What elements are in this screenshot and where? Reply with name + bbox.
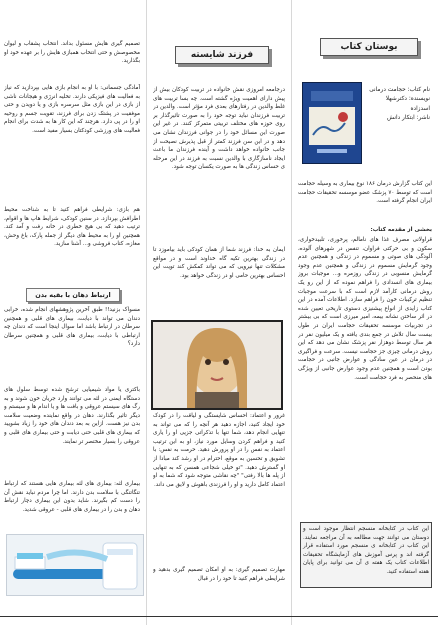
- self-esteem-paragraph: غرور و اعتماد: احساس شایستگی و لیاقت را در کودک خود ایجاد کنید، اجازه دهید هر آنچه را که می تواند به تنهایی انجام دهد، شما تنها با تذکراتی جزیی او را یاری کنید و فراهم کردن وسایل مورد نیاز، او به این ترتیب اعتماد به نفس را در او پرورش دهید. حرمت به نفس: با تشویق و تحسین به موقع، احترام در او رشد کند مبادا از او گسترش دهید. "تو خیلی شجاعی همسن که به تنهایی از پله ها بالا رفتی" "چه نقاشی متوجه شود که شما به او اعتماد کامل دارید و او را فرزندی باهوش و لایق می داند.: [153, 413, 285, 488]
- toothbrush-photo: [6, 534, 144, 596]
- book-intro-paragraph: قراولانی مصرف غذا های نامالم، پرخوری، تلبیدخواری، سکون و بی حرکتی فراوان، تنفس در شهرهای آلوده، آلودگی های صوتی و مسموم در زندگی و همچنین عدم وجود گرمایش مسموم در زندگی و همچنین عدم وجود گرمایش منسوبی در زندگی روزمره و... موجبات بروز بیماری های انسدادی را فراهم نموده که از این رو یک روش درمانی کارآمد لازم است که با سرعت موجبات تنظیم ترکیبات خون را فراهم سازد. اطلاعات آمده در این کتاب زایدی از انواع پیشنیزی دستوی تاریخی تعیین شده در اثر ساختن نشانه بیمه، امیر میرزی است که بی بیشتر در تجربیات موسسه تحقیقات حجامت ایران در طول بیست سال تلاش در جمع بندی یافته و یک میلیون نفر در هر سال توسط دوهزار نفر پزشک نشان می دهد که این روش درمانی چیزی جز حجامت نیست. سرعت و فراگیری در درمان در عین سادگی و عوارض جانبی در حجامت بودن است و همچنین عدم وجود عوارض جانبی از ویژگی های منحصر به فرد حجامت است.: [298, 237, 432, 381]
- mouth-body-heading-box: [26, 288, 120, 302]
- gum-disease-paragraph: بیماری لثه: بیماری های لثه بیماری هایی هستند که ارتباط تنگاتنگی با سلامت بدن دارند. اما چرا مردم نباید نقش آن را دست کم بگیرند. شاید بدون این بیماری دچار ارتباط دهان و بدن را در بیماری های قلبی - عروقی شدید.: [4, 481, 140, 513]
- continuation-column: [0, 0, 146, 625]
- playmate-paragraph: هم بازی: شرایطی فراهم کنید تا به شناخت محیط اطرافش بپردازد. در سنین کودکی، شرایط هاپ ها و اقوام، ترتیب دهید که بی هیچ خطری در خانه رفت و آمد کند. همچنین او را به محیط های دیگر از جمله پارک، باغ وحش، مغازه، کتاب فروشی و... آشنا سازید.: [4, 207, 140, 248]
- footer-rule: [0, 616, 438, 617]
- book-cover-art: [303, 83, 361, 163]
- book-review-heading-box: [320, 38, 418, 56]
- decision-making-paragraph: مهارت تصمیم گیری: به او امکان تصمیم گیری بدهید و شرایطی فراهم کنید تا خود را در قبال: [153, 567, 285, 582]
- book-review-heading: بوستان کتاب: [340, 42, 398, 52]
- child-photo-art: [153, 322, 281, 408]
- bacteria-paragraph: باکتری یا مواد شیمیایی ترشح شده توسط سلول های دستگاه ایمنی در لثه می توانند وارد جریان خون شوند و به رگ های سیستم عروقی و بافت ها و یا اندام ها و سیستم و دیگر تاثیر بگذارند. دهان در واقع نماینده وضعیت سلامت بدن نیز هست. ازاین به بعد دندان های خود را زیاد بشویید که بیماری های قلبی حتی دیابت و حتی بیماری های قلبی و عروقی را بسیار مختصر تر نمایند.: [4, 387, 140, 445]
- book-review-column: [292, 0, 438, 625]
- book-info: نام کتاب: حجامت درمانی نویسنده: دکترشهلا اسدزاده ناشر: ابتکار دانش: [369, 87, 430, 122]
- decision-continuation: تصمیم گیری هایش مسئول بداند. انتخاب پشقاب و لیوان مخصوصش و حتی انتخاب همبازی هایش را بر عهده خود او بگذارید.: [4, 41, 140, 65]
- mouth-body-heading: ارتباط دهان با بقیه بدن: [35, 291, 111, 299]
- worthy-child-heading: فرزند شایسته: [190, 50, 254, 60]
- worthy-child-heading-box: [175, 46, 269, 64]
- child-photo: [151, 320, 283, 410]
- book-summary-paragraph: این کتاب گزارش درمان ۱۸۶ نوع بیماری به وسیله حجامت است که توسط ۷۰ پزشک عضو موسسه تحقیقات حجامت ایران انجام گرفته است.: [298, 181, 432, 205]
- faith-paragraph: ایمان به خدا: فرزند شما از همان کودکی باید بیاموزد تا در زندگی بهترین تکیه گاه خداوند است و در مواقع مشکلات تنها نیرویی که می تواند کمکش کند تویت این احساس بهترین حامی او در زندگی خواهد بود.: [153, 247, 285, 279]
- physical-readiness-paragraph: آمادگی جسمانی: با او به انجام بازی هایی بپردازید که نیاز به فعالیت های فیزیکی دارند. تخلیه انرژی و هیجانات ناشی از بازی در این بازی مثل سرسره بازی و یا دویدن و حتی موفقیت در پشتک زدن برای فرزند، تقویت جسم و روحیه او را در پی دارد. هرچند که این کار ها به شدت برای انجام فعالیت های ورزشی کودکتان بسیار مفید است.: [4, 85, 140, 134]
- library-note-box: [300, 522, 432, 588]
- brushing-paragraph: مسواک بزنید!! طبق آخرین پژوهشهای انجام شده، خرابی دندان می تواند با دیابت، بیماری های قلبی و همچنین سرطان در ارتباط باشد اما سوال اینجا است که دندان چه ارتباطی با دیابت، بیماری های قلبی و همچنین سرطان دارد؟: [4, 307, 140, 348]
- book-cover-image: [302, 82, 362, 164]
- book-intro-title: بخشی از مقدمه کتاب:: [370, 227, 432, 233]
- worthy-child-intro: درجامعه امروزی نقش خانواده در تربیت کودکان بیش از پیش دارای اهمیت ویژه گشته است. چه بسا تربیت های غلط والدین در رفتارهای بعدی فرد مؤثر است. والدین در تربیت فرزندان نباید توجه خود را به صورت تاثیرگذار بر روی حوزه های مختلف تربیتی متمرکز کنند. در غیر این صورت این مسائل خود را در جوانی فرزندان نشان می دهد و در این سن فرزند کمتر از قبل پذیرش نصیحت از جانب خانواده خواهد داشت و آینده فرزندان ما باعث ایجاد ناسازگاری با والدین نسبت به فرزند در این مرحله ی حساس زندگی ها به صورت یکسان توجه شود.: [153, 87, 285, 171]
- toothbrush-art: [7, 535, 143, 595]
- worthy-child-column: [146, 0, 292, 625]
- library-note-text: این کتاب در کتابخانه منسجم انتظار موجود است و دوستان می توانند جهت مطالعه به آن مراجعه نمایند. این کتاب در کتابخانه ی منسجم مورد استفاده قرار گرفته اند و پرس آموزش های آزمایشگاه تحقیقات اطلاعات کتاب یک هفته ی آن می توانید برای پایان هفته استفاده کنید.: [303, 526, 429, 575]
